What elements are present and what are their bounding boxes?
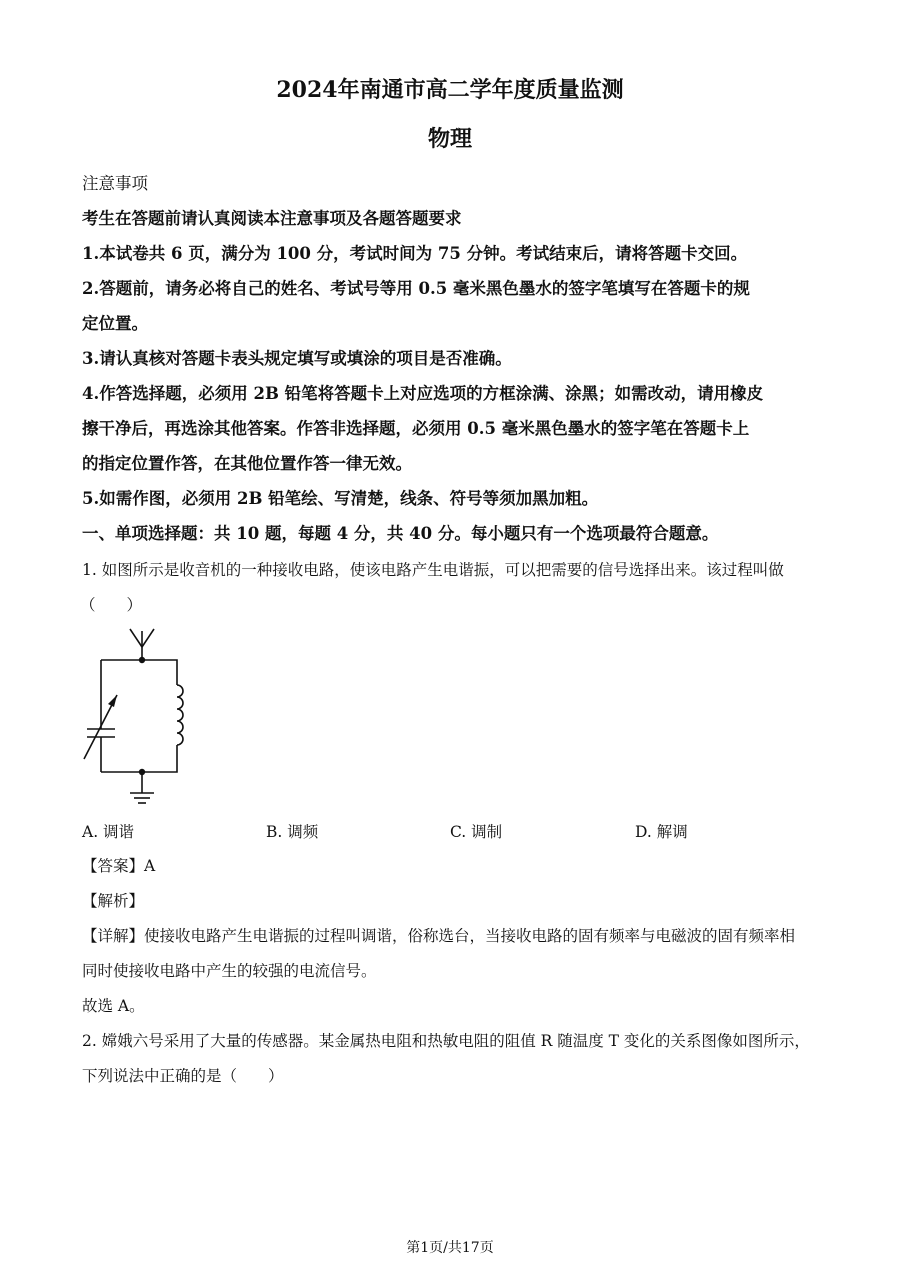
notes-item-4-line-1: 4.作答选择题，必须用 2B 铅笔将答题卡上对应选项的方框涂满、涂黑；如需改动，请用橡皮 (82, 384, 764, 403)
circuit-bottom-wire (101, 745, 177, 772)
q1-detail-line-2: 同时使接收电路中产生的较强的电流信号。 (82, 962, 377, 980)
q1-option-d: D. 解调 (635, 823, 688, 841)
notes-heading: 注意事项 (82, 174, 148, 193)
q1-detail-line-1: 【详解】使接收电路产生电谐振的过程叫调谐，俗称选台，当接收电路的固有频率与电磁波的固有频率相 (82, 927, 796, 945)
q2-stem-line-1: 2. 嫦娥六号采用了大量的传感器。某金属热电阻和热敏电阻的阻值 R 随温度 T 变化的关系图像如图所示， (82, 1032, 810, 1050)
antenna-right-arm (142, 629, 154, 647)
q1-stem-line-1: 1. 如图所示是收音机的一种接收电路，使该电路产生电谐振，可以把需要的信号选择出来。该过程叫做 (82, 561, 784, 579)
page-number: 第1页/共17页 (406, 1240, 494, 1256)
notes-item-3: 3.请认真核对答题卡表头规定填写或填涂的项目是否准确。 (82, 349, 512, 368)
q1-option-c: C. 调制 (450, 823, 503, 841)
q1-answer: 【答案】A (82, 857, 156, 875)
antenna-left-arm (130, 629, 142, 647)
q1-option-b: B. 调频 (266, 823, 319, 841)
q1-analysis-label: 【解析】 (82, 892, 145, 910)
notes-item-4-line-3: 的指定位置作答，在其他位置作答一律无效。 (82, 454, 412, 473)
top-junction-dot (139, 657, 145, 663)
q1-option-a: A. 调谐 (82, 823, 135, 841)
q1-stem-line-2: （ ） (80, 596, 143, 614)
receiver-circuit-diagram (80, 625, 200, 810)
document-title: 2024年南通市高二学年度质量监测 (276, 77, 624, 103)
q2-stem-line-2: 下列说法中正确的是（ ） (82, 1067, 284, 1085)
notes-item-2-line-1: 2.答题前，请务必将自己的姓名、考试号等用 0.5 毫米黑色墨水的签字笔填写在答题卡的规 (82, 279, 750, 298)
circuit-top-wire (101, 660, 177, 685)
notes-item-1: 1.本试卷共 6 页，满分为 100 分，考试时间为 75 分钟。考试结束后，请将答题卡交回。 (82, 244, 748, 263)
q1-conclusion: 故选 A。 (82, 997, 145, 1015)
inductor-coil (177, 685, 183, 745)
notes-item-4-line-2: 擦干净后，再选涂其他答案。作答非选择题，必须用 0.5 毫米黑色墨水的签字笔在答题卡上 (82, 419, 750, 438)
capacitor-arrow-head (108, 695, 117, 707)
notes-intro: 考生在答题前请认真阅读本注意事项及各题答题要求 (82, 209, 462, 228)
notes-item-5: 5.如需作图，必须用 2B 铅笔绘、写清楚，线条、符号等须加黑加粗。 (82, 489, 599, 508)
notes-item-2-line-2: 定位置。 (82, 314, 148, 333)
section-1-heading: 一、单项选择题：共 10 题，每题 4 分，共 40 分。每小题只有一个选项最符合题意。 (82, 524, 719, 543)
subject-title: 物理 (427, 126, 472, 152)
bottom-junction-dot (139, 769, 145, 775)
